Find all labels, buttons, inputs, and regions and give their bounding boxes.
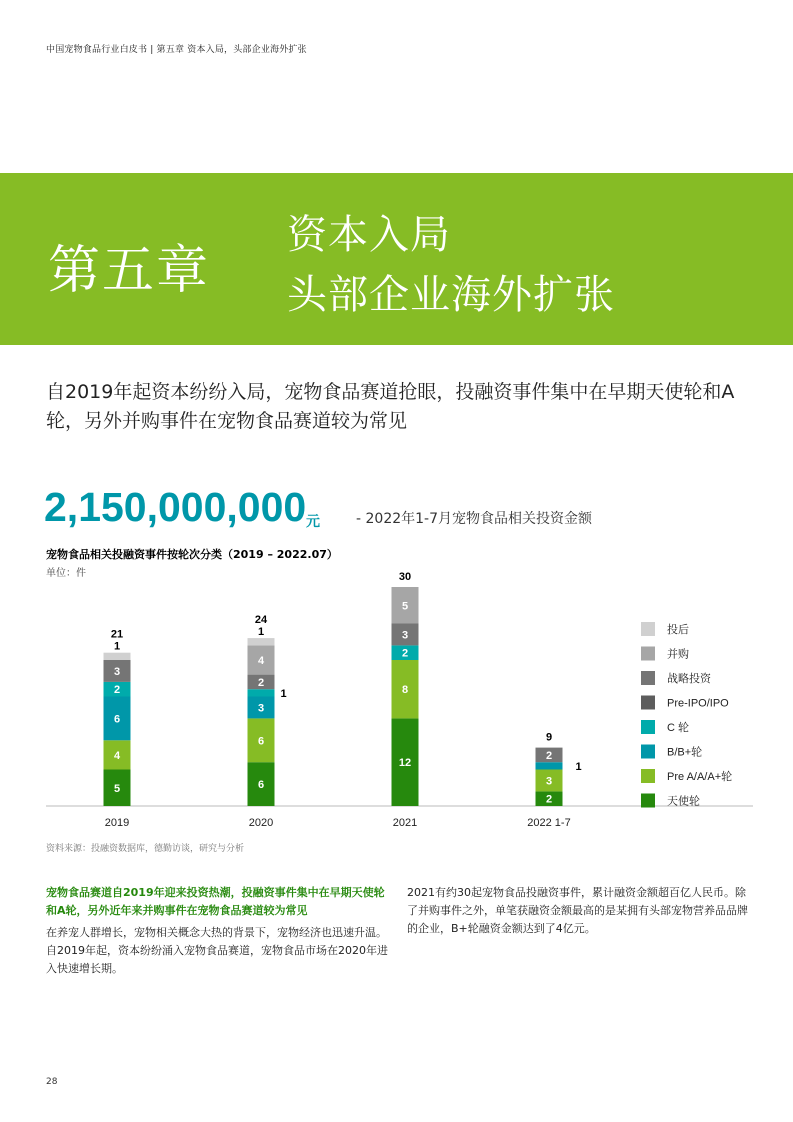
bar-segment-label: 2: [257, 676, 265, 689]
headline-figure-note: - 2022年1-7月宠物食品相关投资金额: [356, 511, 592, 527]
bar-total-label: 9: [545, 731, 553, 744]
x-tick-label: 2022 1-7: [527, 817, 571, 829]
bar-segment-label: 1: [280, 687, 287, 700]
legend-swatch: [641, 647, 655, 661]
page-header: 中国宠物食品行业白皮书 | 第五章 资本入局，头部企业海外扩张: [46, 45, 307, 55]
bar-segment-label: 2: [401, 647, 409, 660]
chapter-number: 第五章: [48, 241, 211, 301]
legend-label: 战略投资: [667, 673, 711, 685]
legend-label: C 轮: [667, 722, 689, 734]
legend-label: Pre-IPO/IPO: [667, 697, 729, 710]
bar-segment-label: 6: [113, 713, 121, 726]
right-column-body: 2021有约30起宠物食品投融资事件，累计融资金额超百亿人民币。除了并购事件之外，单笔获融资金额最高的是某拥有头部宠物营养品品牌的企业，B+轮融资金额达到了4亿元。: [407, 886, 748, 935]
bar-segment-label: 1: [113, 640, 121, 653]
bar-segment-label: 4: [257, 655, 265, 667]
x-tick-label: 2021: [392, 817, 418, 829]
bar-segment-label: 2: [545, 749, 553, 762]
bar-segment-label: 5: [401, 600, 409, 613]
legend-swatch: [641, 794, 655, 808]
bar-segment-label: 12: [398, 757, 412, 770]
chapter-banner: [0, 173, 793, 345]
headline-figure: 2,150,000,000: [44, 484, 307, 530]
bar-segment-label: 2: [545, 793, 553, 806]
bar-segment-label: 3: [401, 629, 409, 642]
bar-total-label: 21: [110, 628, 124, 641]
legend-swatch: [641, 671, 655, 685]
legend-label: 并购: [667, 648, 689, 661]
bar-segment-label: 2: [113, 684, 121, 697]
legend-swatch: [641, 745, 655, 759]
x-tick-label: 2019: [104, 817, 130, 829]
lede-paragraph: 自2019年起资本纷纷入局，宠物食品赛道抢眼，投融资事件集中在早期天使轮和A轮，另外并购事件在宠物食品赛道较为常见: [46, 381, 735, 432]
legend-label: B/B+轮: [667, 746, 703, 759]
legend-swatch: [641, 696, 655, 710]
chapter-title-line1: 资本入局: [287, 212, 451, 258]
bar-segment-label: 4: [113, 749, 121, 762]
legend-label: 投后: [667, 624, 689, 636]
left-column: [46, 884, 391, 978]
bar-segment: [248, 638, 275, 645]
bar-segment-label: 3: [113, 665, 121, 678]
bar-segment-label: 3: [257, 702, 265, 715]
page-number: 28: [46, 1077, 58, 1087]
legend-label: Pre A/A/A+轮: [667, 771, 733, 783]
bar-segment-label: 5: [113, 782, 121, 795]
bar-segment-label: 1: [575, 760, 582, 773]
chapter-title-line2: 头部企业海外扩张: [287, 272, 615, 318]
legend-swatch: [641, 720, 655, 734]
x-tick-label: 2020: [248, 817, 274, 829]
chart-unit-label: 单位：件: [46, 568, 86, 579]
bar-segment-label: 6: [257, 779, 265, 792]
legend-label: 天使轮: [667, 795, 700, 808]
source-note: 资料来源：投融资数据库，德勤访谈，研究与分析: [46, 844, 245, 854]
bar-segment-label: 6: [257, 735, 265, 748]
chart-title: 宠物食品相关投融资事件按轮次分类（2019 – 2022.07）: [46, 548, 338, 561]
headline-figure-unit: 元: [306, 514, 320, 530]
bar-segment-label: 1: [257, 626, 265, 639]
left-column-body: 在养宠人群增长，宠物相关概念大热的背景下，宠物经济也迅速升温。自2019年起，资本纷纷涌入宠物食品赛道，宠物食品市场在2020年进入快速增长期。: [46, 926, 388, 975]
legend-swatch: [641, 622, 655, 636]
bar-segment-label: 3: [545, 775, 553, 788]
bar-segment: [536, 762, 563, 769]
bar-total-label: 30: [398, 571, 412, 583]
left-column-highlight: 宠物食品赛道自2019年迎来投资热潮，投融资事件集中在早期天使轮和A轮，另外近年来并购事件在宠物食品赛道较为常见: [46, 886, 385, 917]
bar-segment: [104, 653, 131, 660]
stacked-bar-chart: [0, 570, 793, 835]
bar-segment-label: 8: [401, 684, 409, 697]
bar-total-label: 24: [254, 614, 268, 627]
legend-swatch: [641, 769, 655, 783]
bar-segment: [248, 689, 275, 696]
